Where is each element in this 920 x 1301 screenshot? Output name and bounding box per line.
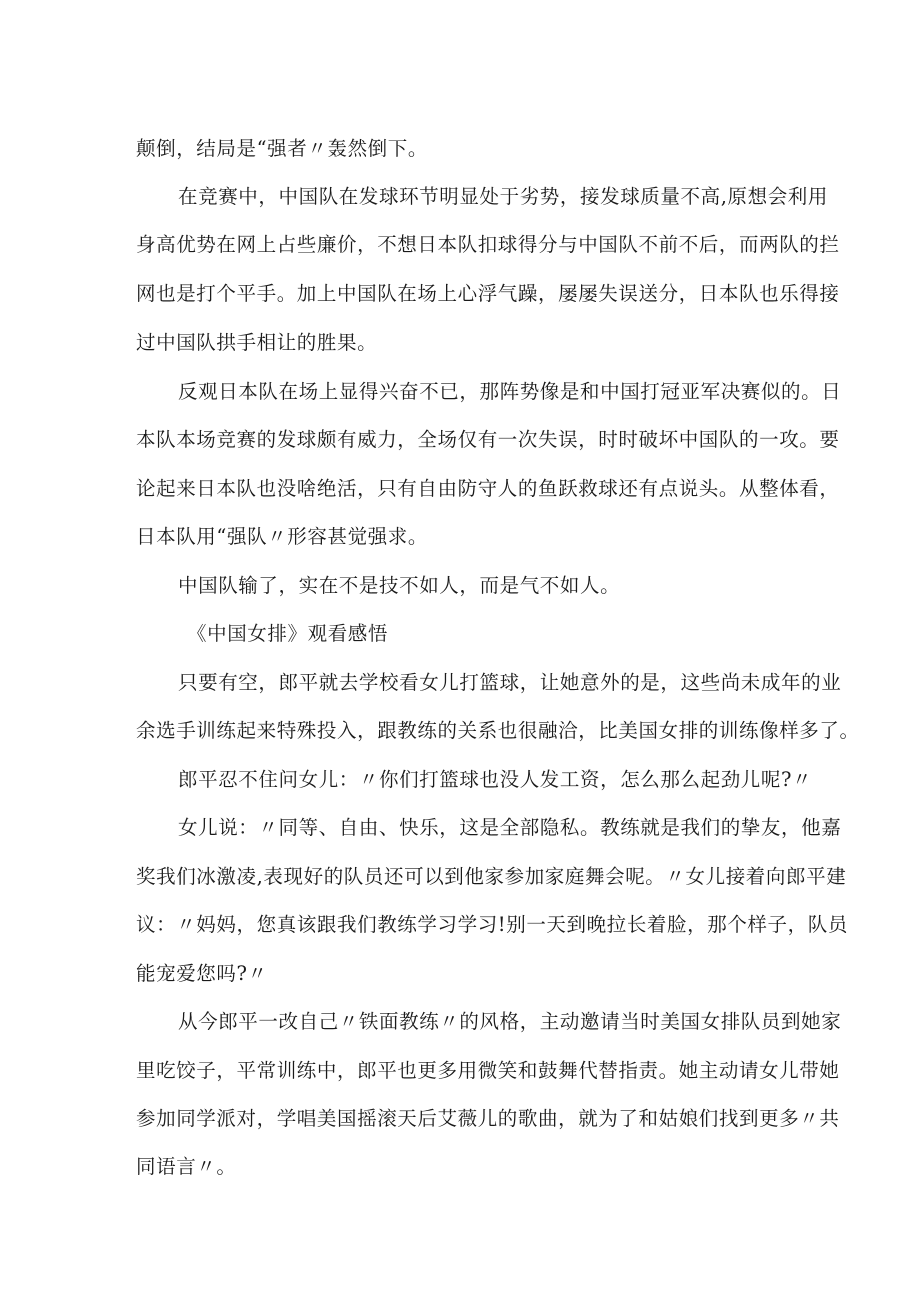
paragraph-line: 过中国队拱手相让的胜果。: [136, 331, 378, 354]
paragraph-line: 郎平忍不住问女儿：〃你们打篮球也没人发工资，怎么那么起劲儿呢?〃: [178, 768, 813, 791]
paragraph-line: 女儿说：〃同等、自由、快乐，这是全部隐私。教练就是我们的挚友，他嘉: [178, 816, 842, 839]
paragraph-line: 中国队输了，实在不是技不如人，而是气不如人。: [178, 574, 621, 597]
paragraph-line: 只要有空，郎平就去学校看女儿打篮球，让她意外的是，这些尚未成年的业: [178, 671, 842, 694]
paragraph-line: 在竞赛中，中国队在发球环节明显处于劣势，接发球质量不高,原想会利用: [178, 185, 828, 208]
paragraph-line: 能宠爱您吗?〃: [136, 962, 268, 985]
paragraph-line: 议：〃妈妈，您真该跟我们教练学习学习!别一天到晚拉长着脸，那个样子，队员: [136, 913, 848, 936]
paragraph-line: 网也是打个平手。加上中国队在场上心浮气躁，屡屡失误送分，日本队也乐得接: [136, 282, 840, 305]
paragraph-line: 本队本场竞赛的发球颇有威力，全场仅有一次失误，时时破坏中国队的一攻。要: [136, 428, 840, 451]
paragraph-line: 参加同学派对，学唱美国摇滚天后艾薇儿的歌曲，就为了和姑娘们找到更多〃共: [136, 1107, 840, 1130]
section-title: 《中国女排》观看感悟: [187, 622, 389, 645]
paragraph-line: 身高优势在网上占些廉价，不想日本队扣球得分与中国队不前不后，而两队的拦: [136, 233, 840, 256]
paragraph-line: 奖我们冰激凌,表现好的队员还可以到他家参加家庭舞会呢。〃女儿接着向郎平建: [136, 865, 847, 888]
paragraph-line: 反观日本队在场上显得兴奋不已，那阵势像是和中国打冠亚军决赛似的。日: [178, 380, 842, 403]
paragraph-line: 里吃饺子，平常训练中，郎平也更多用微笑和鼓舞代替指责。她主动请女儿带她: [136, 1059, 840, 1082]
paragraph-line: 日本队用“强队〃形容甚觉强求。: [136, 525, 428, 548]
paragraph-line: 论起来日本队也没啥绝活，只有自由防守人的鱼跃救球还有点说头。从整体看，: [136, 477, 840, 500]
paragraph-line: 从今郎平一改自己〃铁面教练〃的风格，主动邀请当时美国女排队员到她家: [178, 1010, 842, 1033]
paragraph-line: 同语言〃。: [136, 1155, 237, 1178]
paragraph-line: 颠倒，结局是“强者〃轰然倒下。: [136, 137, 428, 160]
paragraph-line: 余选手训练起来特殊投入，跟教练的关系也很融洽，比美国女排的训练像样多了。: [136, 719, 860, 742]
